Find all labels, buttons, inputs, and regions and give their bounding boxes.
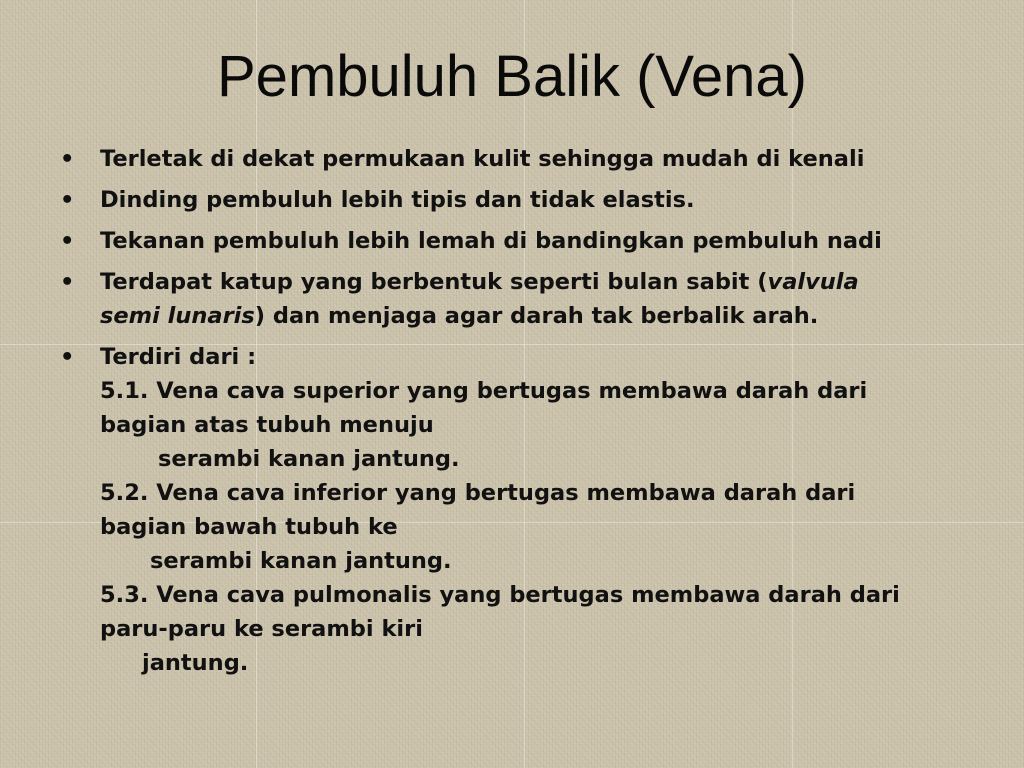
sub-item-line: 5.1. Vena cava superior yang bertugas membawa darah dari <box>100 378 868 404</box>
sub-item-line: jantung. <box>142 650 249 676</box>
bullet-item <box>60 224 980 258</box>
sub-item-line: paru-paru ke serambi kiri <box>100 616 423 642</box>
bullet-marker: • <box>60 269 75 295</box>
sub-item-line: 5.3. Vena cava pulmonalis yang bertugas membawa darah dari <box>100 582 900 608</box>
bullet-text: Terletak di dekat permukaan kulit sehingga mudah di kenali <box>100 146 865 172</box>
bullet-text-segment: ) dan menjaga agar darah tak berbalik arah. <box>254 303 819 329</box>
bullet-item <box>60 340 980 680</box>
bullet-marker: • <box>60 146 75 172</box>
bullet-marker: • <box>60 344 75 370</box>
slide-title: Pembuluh Balik (Vena) <box>217 44 807 109</box>
bullet-text: Tekanan pembuluh lebih lemah di bandingkan pembuluh nadi <box>100 228 882 254</box>
bullet-text-line <box>100 299 980 333</box>
bullet-text: Dinding pembuluh lebih tipis dan tidak elastis. <box>100 187 695 213</box>
bullet-item <box>60 142 980 176</box>
sub-item-line: bagian atas tubuh menuju <box>100 412 434 438</box>
bullet-list <box>60 142 980 687</box>
sub-item-line: bagian bawah tubuh ke <box>100 514 398 540</box>
italic-term: valvula <box>767 269 859 295</box>
bullet-marker: • <box>60 187 75 213</box>
bullet-text-line <box>100 265 980 299</box>
bullet-intro: Terdiri dari : <box>100 344 257 370</box>
bullet-item <box>60 183 980 217</box>
sub-item-line: serambi kanan jantung. <box>158 446 460 472</box>
bullet-item <box>60 265 980 333</box>
bullet-marker: • <box>60 228 75 254</box>
bullet-text-segment: Terdapat katup yang berbentuk seperti bulan sabit ( <box>100 269 768 295</box>
sub-item-line: 5.2. Vena cava inferior yang bertugas membawa darah dari <box>100 480 856 506</box>
italic-term: semi lunaris <box>100 303 255 329</box>
sub-item-line: serambi kanan jantung. <box>150 548 452 574</box>
